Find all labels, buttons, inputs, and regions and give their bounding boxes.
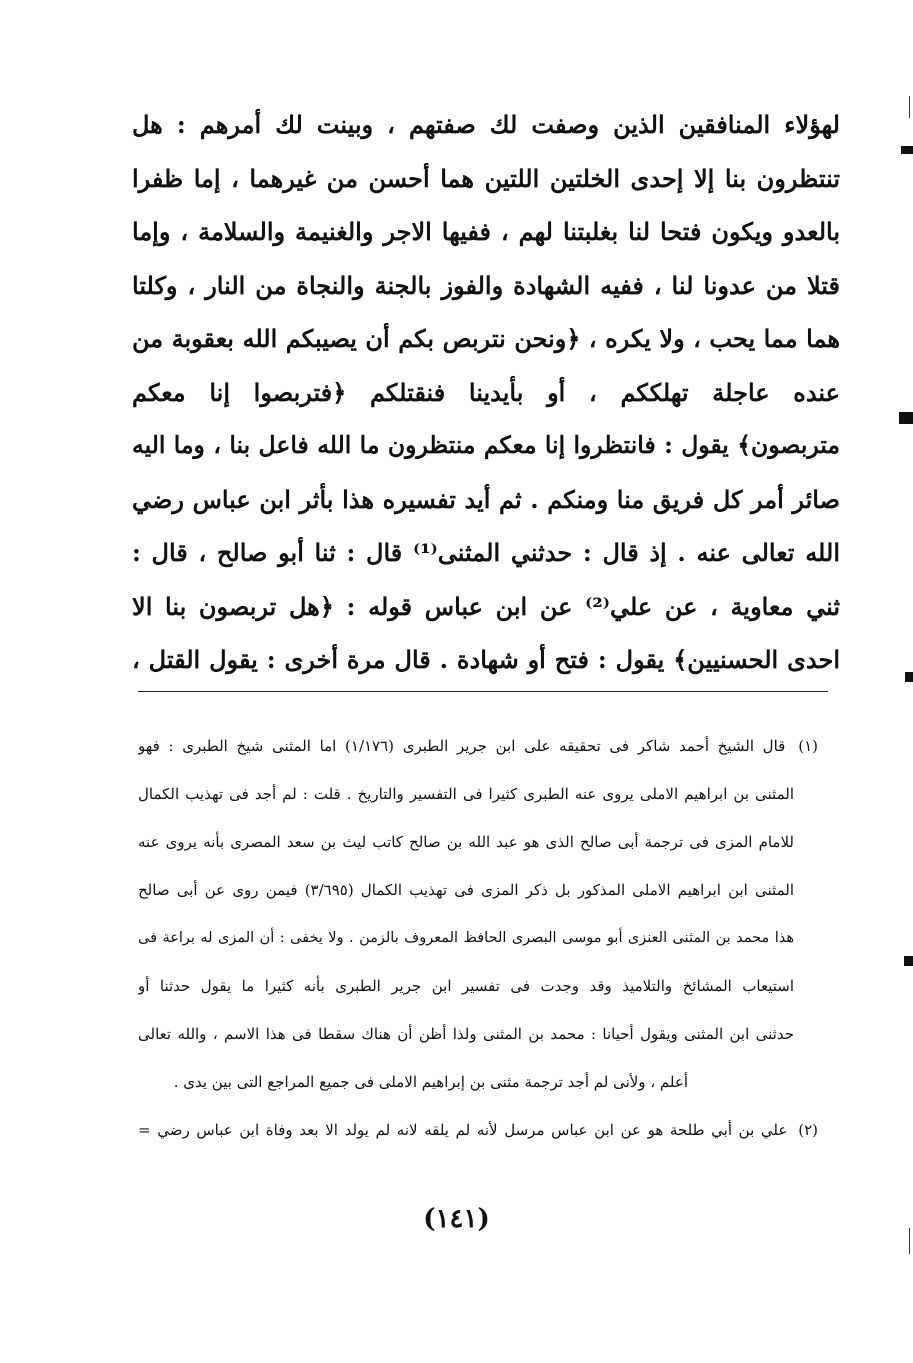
footnote-line: للامام المزى فى ترجمة أبى صالح الذى هو عبد الله بن صالح كاتب ليث بن سعد المصرى بأنه يروى عنه: [138, 833, 794, 851]
footnote-line: [138, 722, 818, 770]
text-line: عنده عاجلة تهلككم ، أو بأيدينا فنقتلكم ﴿فتربصوا إنا معكم: [132, 377, 840, 407]
text-line: الله تعالى عنه . إذ قال : حدثني المثنى⁽¹⁾ قال : ثنا أبو صالح ، قال :: [132, 538, 840, 567]
footnote-line: المثنى بن ابراهيم الاملى يروى عنه الطبرى كثيرا فى التفسير والتاريخ . قلت : لم أجد فى تهذيب الكمال: [138, 785, 794, 803]
footnote-marker: (٢): [798, 1121, 818, 1139]
footnote-2: [138, 1106, 818, 1154]
footnote-1: [138, 722, 818, 1106]
text-line: تنتظرون بنا إلا إحدى الخلتين اللتين هما أحسن من غيرهما ، إما ظفرا: [132, 163, 840, 193]
text-line: احدى الحسنيين﴾ يقول : فتح أو شهادة . قال مرة أخرى : يقول القتل ،: [132, 645, 840, 674]
scan-edge-mark: [909, 1228, 911, 1254]
scan-edge-mark: [909, 96, 911, 118]
footnote-text: علي بن أبي طلحة هو عن ابن عباس مرسل لأنه لم يلقه لانه لم يولد الا بعد وفاة ابن عباس رضي =: [138, 1121, 788, 1139]
main-text-block: [132, 98, 840, 687]
footnote-separator: [138, 691, 828, 692]
scan-edge-mark: [899, 412, 913, 424]
footnote-marker: (١): [798, 737, 818, 755]
footnote-line: [138, 1106, 818, 1154]
scan-edge-mark: [905, 672, 913, 682]
footnote-text: قال الشيخ أحمد شاكر فى تحقيقه على ابن جرير الطبرى (١/١٧٦) اما المثنى شيخ الطبرى : فهو: [138, 737, 786, 755]
text-line: هما مما يحب ، ولا يكره ، ﴿ونحن نتربص بكم أن يصيبكم الله بعقوبة من: [132, 324, 840, 353]
footnote-line: حدثنى ابن المثنى ويقول أحيانا : محمد بن المثنى ولذا أظن أن هناك سقطا فى هذا الاسم ، والله تعالى: [138, 1025, 794, 1043]
scan-edge-mark: [901, 146, 913, 154]
text-line: لهؤلاء المنافقين الذين وصفت لك صفتهم ، وبينت لك أمرهم : هل: [132, 110, 840, 139]
footnote-line: المثنى ابن ابراهيم الاملى المذكور بل ذكر المزى فى تهذيب الكمال (٣/٦٩٥) فيمن روى عن أبى صالح: [138, 881, 794, 899]
page-number: (١٤١): [423, 1204, 490, 1234]
text-line: ثني معاوية ، عن علي⁽²⁾ عن ابن عباس قوله : ﴿هل تربصون بنا الا: [132, 591, 840, 621]
footnote-line: أعلم ، ولأنى لم أجد ترجمة مثنى بن إبراهيم الاملى فى جميع المراجع التى بين يدى .: [173, 1073, 688, 1091]
footnote-line: هذا محمد بن المثنى العنزى أبو موسى البصرى الحافظ المعروف بالزمن . ولا يخفى : أن المزى له براعة فى: [138, 930, 794, 946]
text-line: قتلا من عدونا لنا ، ففيه الشهادة والفوز بالجنة والنجاة من النار ، وكلتا: [132, 270, 840, 300]
scan-edge-mark: [904, 956, 913, 966]
footnote-line: استيعاب المشائخ والتلاميذ وقد وجدت فى تفسير ابن جرير الطبرى بأنه كثيرا ما يقول حدثنا أو: [138, 977, 794, 995]
text-line: متربصون﴾ يقول : فانتظروا إنا معكم منتظرون ما الله فاعل بنا ، وما اليه: [132, 431, 840, 459]
text-line: صائر أمر كل فريق منا ومنكم . ثم أيد تفسيره هذا بأثر ابن عباس رضي: [132, 484, 840, 514]
text-line: بالعدو ويكون فتحا لنا بغلبتنا لهم ، ففيها الاجر والغنيمة والسلامة ، وإما: [132, 217, 840, 246]
footnotes-block: [138, 722, 818, 1154]
